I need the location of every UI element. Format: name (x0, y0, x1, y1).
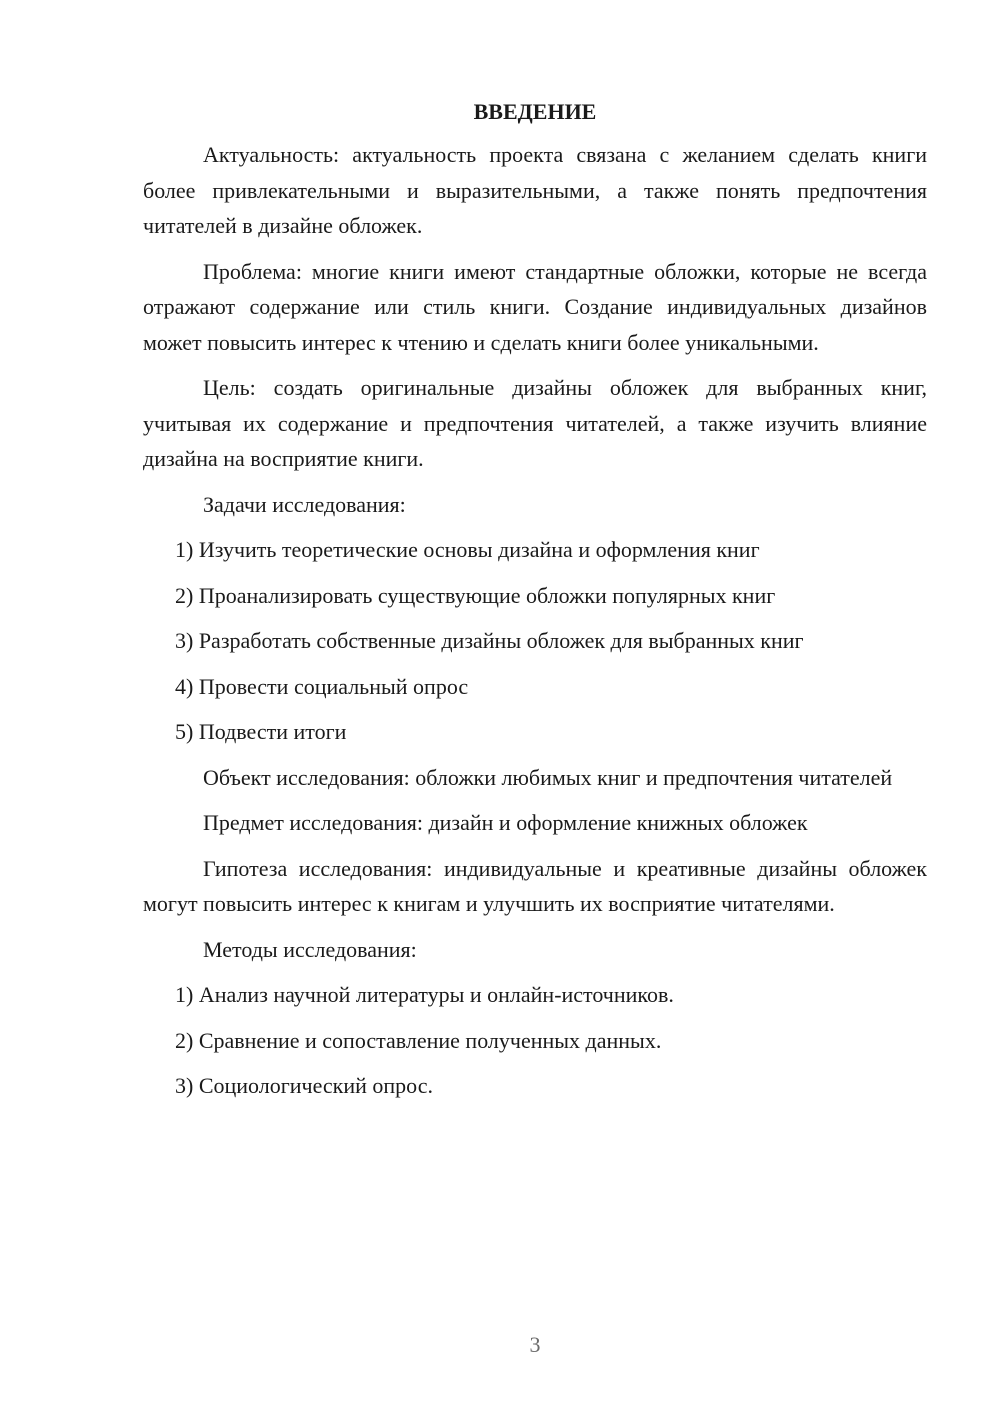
tasks-heading: Задачи исследования: (203, 491, 406, 517)
methods-heading: Методы исследования: (203, 936, 417, 962)
goal-paragraph: Цель: создать оригинальные дизайны обложек для выбранных книг, учитывая их содержание и предпочтения читателей, а также изучить влияние дизайна на восприятие книги. (143, 375, 927, 471)
subject-paragraph: Предмет исследования: дизайн и оформление книжных обложек (203, 810, 808, 835)
task-item: 5) Подвести итоги (175, 719, 347, 744)
relevance-paragraph: Актуальность: актуальность проекта связана с желанием сделать книги более привлекательными и выразительными, а также понять предпочтения читателей в дизайне обложек. (143, 142, 927, 238)
section-title: ВВЕДЕНИЕ (473, 99, 597, 124)
method-item: 2) Сравнение и сопоставление полученных данных. (175, 1027, 662, 1053)
task-item: 4) Провести социальный опрос (175, 673, 469, 699)
task-item: 2) Проанализировать существующие обложки популярных книг (175, 582, 776, 608)
page-content (143, 95, 927, 1114)
task-item: 1) Изучить теоретические основы дизайна и оформления книг (175, 537, 760, 562)
method-item: 3) Социологический опрос. (175, 1073, 433, 1098)
method-item: 1) Анализ научной литературы и онлайн-источников. (175, 982, 674, 1007)
task-item: 3) Разработать собственные дизайны обложек для выбранных книг (175, 628, 804, 653)
page-number: 3 (529, 1332, 541, 1357)
object-paragraph: Объект исследования: обложки любимых книг и предпочтения читателей (203, 764, 893, 790)
tasks-list (143, 532, 927, 750)
problem-paragraph: Проблема: многие книги имеют стандартные обложки, которые не всегда отражают содержание или стиль книги. Создание индивидуальных дизайнов может повысить интерес к чтению и сделать книги более уникальными. (143, 258, 927, 355)
hypothesis-paragraph: Гипотеза исследования: индивидуальные и креативные дизайны обложек могут повысить интерес к книгам и улучшить их восприятие читателями. (143, 855, 927, 916)
methods-list (143, 977, 927, 1104)
